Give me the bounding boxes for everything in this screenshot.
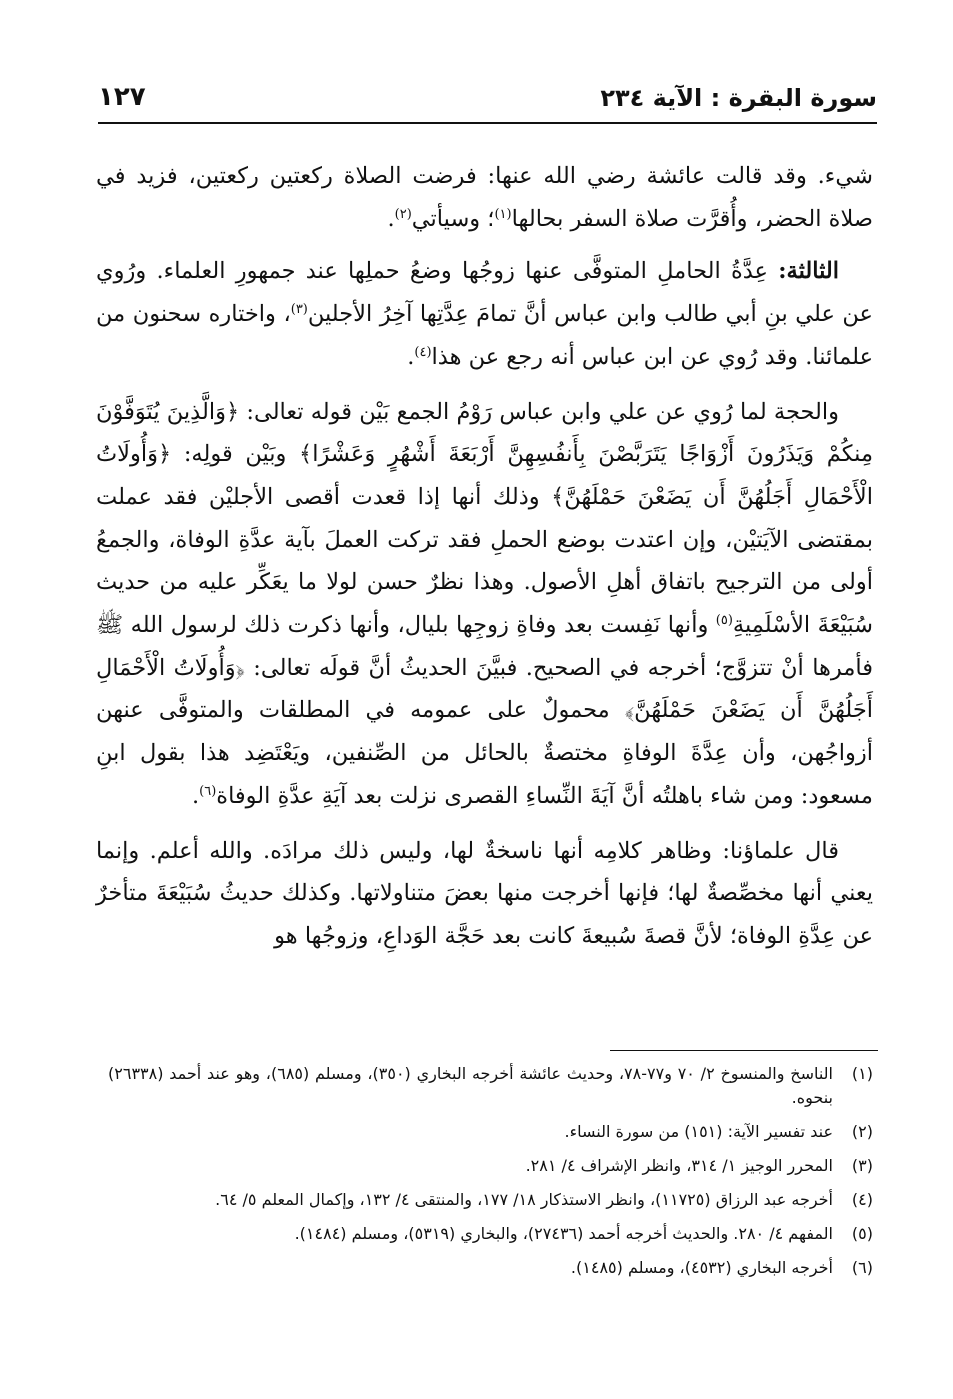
footnote-item (108, 1120, 873, 1144)
footnote-number: (٣) (851, 1156, 873, 1175)
main-text (96, 155, 873, 970)
footnote-text: المفهم ٤/ ٢٨٠. والحديث أخرجه أحمد (٢٧٤٣٦)، والبخاري (٥٣١٩)، ومسلم (١٤٨٤). (294, 1224, 833, 1243)
paragraph-text: وأنها نَفِست بعد وفاةِ زوجِها بليال، وأنها ذكرت ذلك لرسول الله ﷺ فأمرها أنْ تتزوَّج؛ أخرجه في الصحيح. فبيَّنَ الحديثُ أنَّ قولَه تعالى: ﴿وَأُولَاتُ الْأَحْمَالِ أَجَلُهُنَّ أَن يَضَعْنَ حَمْلَهُنَّ﴾ محمولٌ على عمومه في المطلقات والمتوفَّى عنهن أزواجُهن، وأن عِدَّةَ الوفاةِ مختصةٌ بالحائل من الصِّنفين، ويَعْتَضِد هذا بقول ابنِ مسعود: ومن شاء باهلتُه أنَّ آيَةَ النِّساءِ القصرى نزلت بعد آيَةِ عدَّةِ الوفاة (96, 612, 873, 809)
paragraph-text: . (407, 343, 415, 370)
paragraph-3 (96, 391, 873, 818)
footnote-ref: (٦) (199, 783, 217, 799)
footnote-item (108, 1188, 873, 1212)
footnote-number: (٦) (851, 1258, 873, 1277)
page-number: ١٢٧ (98, 82, 146, 112)
section-lead: الثالثة: (778, 258, 839, 285)
paragraph-text: قال علماؤنا: وظاهر كلامِه أنها ناسخةٌ لها، وليس ذلك مرادَه. والله أعلم. وإنما يعني أنها مخصِّصةٌ لها؛ فإنها أخرجت منها بعضَ متناولاتها. وكذلك حديثُ سُبَيْعَةَ متأخرٌ عن عِدَّةِ الوفاة؛ لأنَّ قصةَ سُبيعةَ كانت بعد حَجَّة الوَداعِ، وزوجُها هو (96, 837, 873, 949)
footnote-item (108, 1256, 873, 1280)
footnote-text: عند تفسير الآية: (١٥١) من سورة النساء. (564, 1122, 833, 1141)
footnote-number: (٤) (851, 1190, 873, 1209)
paragraph-text: ؛ وسيأتي (411, 205, 495, 232)
paragraph-text: ، واختاره سحنون من علمائنا. وقد رُوي عن ابن عباس أنه رجع عن هذا (96, 301, 873, 370)
footnote-rule (610, 1050, 878, 1051)
footnote-text: أخرجه عبد الرزاق (١١٧٢٥)، وانظر الاستذكار ١٨/ ١٧٧، والمنتقى ٤/ ١٣٢، وإكمال المعلم ٥/ ٦٤. (215, 1190, 833, 1209)
header-rule (98, 122, 877, 124)
footnotes (108, 1062, 873, 1290)
footnote-ref: (١) (494, 206, 512, 222)
footnote-text: المحرر الوجيز ١/ ٣١٤، وانظر الإشراف ٤/ ٢٨١. (525, 1156, 833, 1175)
running-title: سورة البقرة : الآية ٢٣٤ (600, 84, 877, 112)
footnote-item (108, 1154, 873, 1178)
footnote-ref: (٤) (414, 344, 432, 360)
paragraph-text: شيء. وقد قالت عائشة رضي الله عنها: فرضت الصلاة ركعتين ركعتين، فزيد في صلاة الحضر، وأُقرَّت صلاة السفر بحالها (96, 163, 873, 232)
footnote-text: الناسخ والمنسوخ ٢/ ٧٠ و٧٧-٧٨، وحديث عائشة أخرجه البخاري (٣٥٠)، ومسلم (٦٨٥)، وهو عند أحمد (٢٦٣٣٨) بنحوه. (108, 1064, 833, 1107)
footnote-item (108, 1062, 873, 1110)
footnote-ref: (٥) (715, 613, 733, 629)
footnote-text: أخرجه البخاري (٤٥٣٢)، ومسلم (١٤٨٥). (570, 1258, 833, 1277)
footnote-ref: (٢) (394, 206, 412, 222)
paragraph-text: . (191, 782, 200, 809)
footnote-ref: (٣) (290, 302, 308, 318)
paragraph-text: عِدَّةُ الحاملِ المتوفَّى عنها زوجُها وضعُ حملِها عند جمهورِ العلماء. ورُوي عن علي بنِ أبي طالب وابن عباس أنَّ تمامَ عِدَّتِها آخِرُ الأجلين (96, 258, 873, 328)
footnote-number: (٥) (851, 1224, 873, 1243)
paragraph-4 (96, 830, 873, 958)
paragraph-text: . (387, 205, 395, 232)
page-header (98, 82, 877, 122)
footnote-number: (٢) (851, 1122, 873, 1141)
footnote-number: (١) (851, 1064, 873, 1083)
footnote-item (108, 1222, 873, 1246)
paragraph-2 (96, 250, 873, 378)
paragraph-1 (96, 155, 873, 240)
paragraph-text: والحجة لما رُوي عن علي وابن عباس رَوْمُ الجمع بَيْن قوله تعالى: ﴿وَالَّذِينَ يُتَوَفَّوْنَ مِنكُمْ وَيَذَرُونَ أَزْوَاجًا يَتَرَبَّصْنَ بِأَنفُسِهِنَّ أَرْبَعَةَ أَشْهُرٍ وَعَشْرًا﴾ وبَيْن قولِه: ﴿وَأُولَاتُ الْأَحْمَالِ أَجَلُهُنَّ أَن يَضَعْنَ حَمْلَهُنَّ﴾ وذلك أنها إذا قعدت أقصى الأجليْن فقد عملت بمقتضى الآيَتيْن، وإن اعتدت بوضع الحملِ فقد تركت العملَ بآية عدَّةِ الوفاة، والجمعُ أولى من الترجيح باتفاق أهلِ الأصول. وهذا نظرٌ حسن لولا ما يعَكِّر عليه من حديث سُبَيْعَةَ الأسْلَمِيةِ (96, 398, 873, 639)
